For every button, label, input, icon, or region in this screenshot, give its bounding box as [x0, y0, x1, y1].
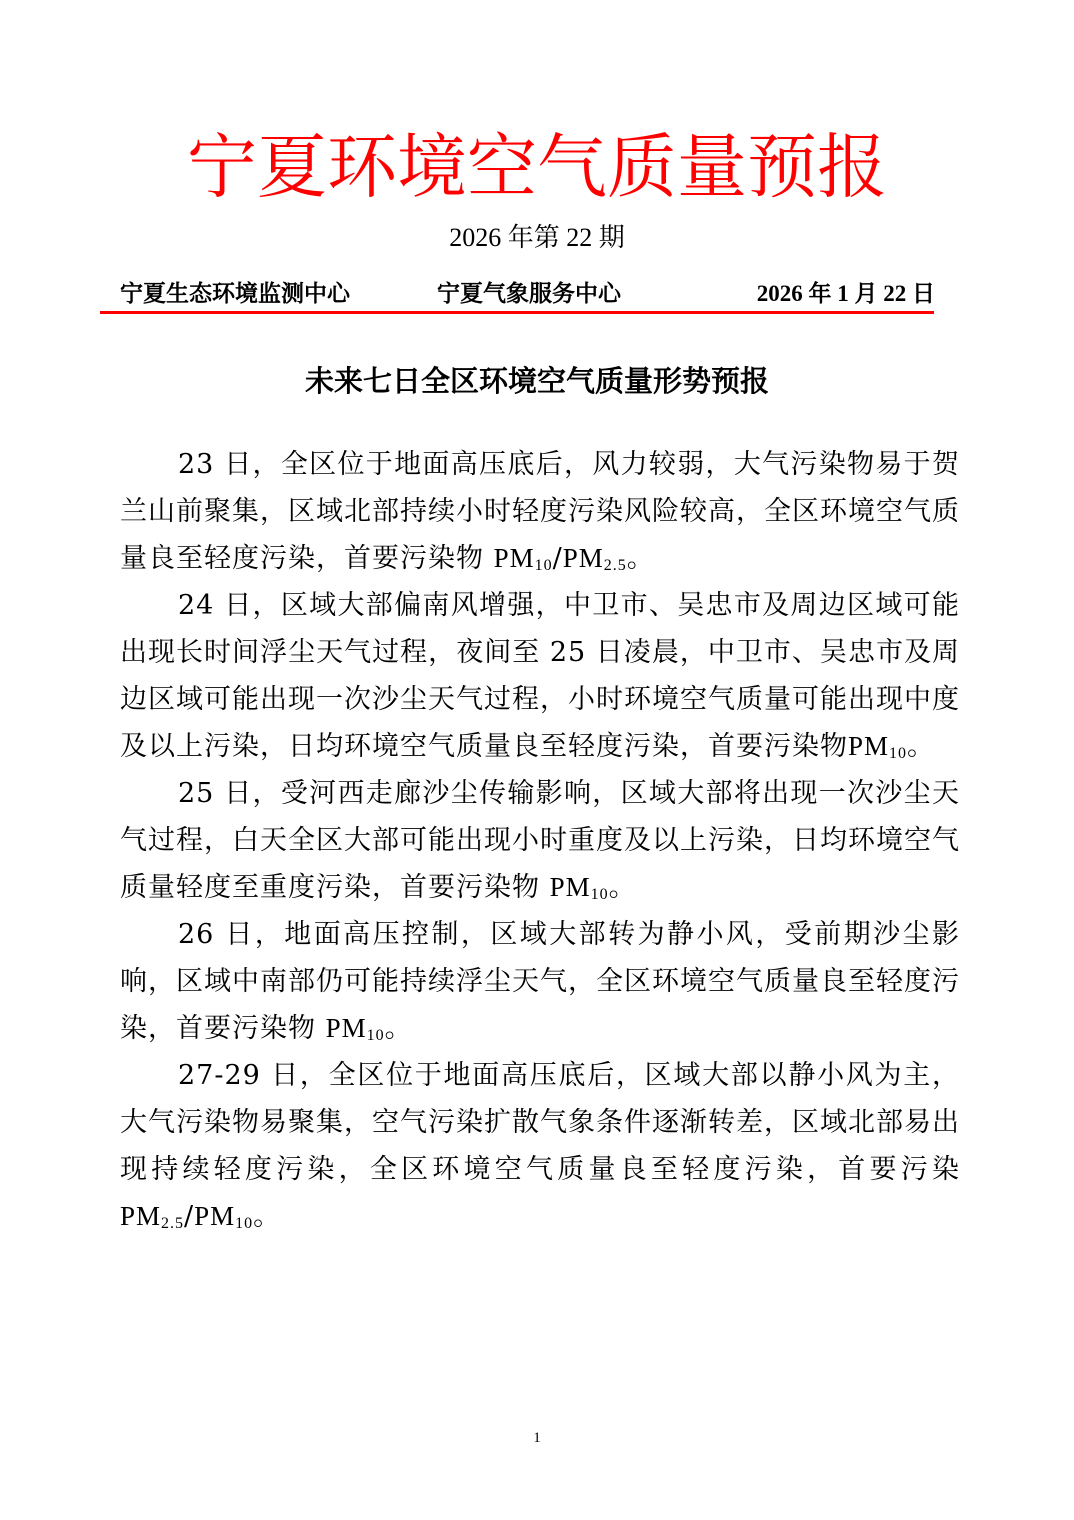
forecast-paragraph-day-27-29	[120, 1052, 960, 1240]
paragraph-text: 27-29 日，全区位于地面高压底后，区域大部以静小风为主，大气污染物易聚集，空气污染扩散气象条件逐渐转差，区域北部易出现持续轻度污染，全区环境空气质量良至轻度污染，首要污染	[120, 1060, 960, 1185]
pollutant-subscript: 10	[590, 886, 609, 903]
paragraph-text: 24 日，区域大部偏南风增强，中卫市、吴忠市及周边区域可能出现长时间浮尘天气过程，夜间至 25 日凌晨，中卫市、吴忠市及周边区域可能出现一次沙尘天气过程，小时环境空气质量可能出现中度及以上污染，日均环境空气质量良至轻度污染，首要污染物	[120, 590, 960, 762]
issue-number: 2026 年第 22 期	[449, 223, 625, 252]
forecast-paragraph-day-23	[120, 441, 960, 582]
header-divider-rule	[100, 311, 934, 314]
pollutant-name: $PM_{10}$	[848, 731, 908, 762]
forecast-paragraph-day-24	[120, 582, 960, 770]
paragraph-text: 26 日，地面高压控制，区域大部转为静小风，受前期沙尘影响，区域中南部仍可能持续浮尘天气，全区环境空气质量良至轻度污染，首要污染物	[120, 919, 960, 1044]
pollutant-subscript: 2.5	[603, 557, 627, 574]
paragraph-text: 23 日，全区位于地面高压底后，风力较弱，大气污染物易于贺兰山前聚集，区域北部持续小时轻度污染风险较高，全区环境空气质量良至轻度污染，首要污染物	[120, 449, 960, 574]
pollutant-name: $PM_{2.5}$	[120, 1201, 185, 1232]
pollutant-separator: /	[552, 543, 563, 574]
pollutant-separator: /	[184, 1201, 195, 1232]
paragraph-end-punctuation: 。	[253, 1201, 282, 1232]
pollutant-name: $PM_{10}$	[194, 1201, 254, 1232]
paragraph-end-punctuation: 。	[626, 543, 655, 574]
publisher-meteorological-service-center: 宁夏气象服务中心	[437, 281, 621, 306]
paragraph-end-punctuation: 。	[384, 1013, 413, 1044]
pollutant-subscript: 10	[889, 745, 908, 762]
masthead-title: 宁夏环境空气质量预报	[187, 126, 887, 208]
section-title: 未来七日全区环境空气质量形势预报	[304, 364, 769, 398]
pollutant-name: $PM_{10}$	[493, 543, 553, 574]
pollutant-name: $PM_{10}$	[549, 872, 609, 903]
forecast-paragraph-day-25	[120, 770, 960, 911]
publish-date: 2026 年 1 月 22 日	[756, 281, 935, 306]
paragraph-end-punctuation: 。	[907, 731, 936, 762]
forecast-body	[120, 441, 960, 1240]
paragraph-end-punctuation: 。	[608, 872, 637, 903]
publisher-ecology-monitoring-center: 宁夏生态环境监测中心	[120, 281, 350, 306]
publisher-header-row	[120, 278, 935, 310]
pollutant-subscript: 10	[366, 1027, 385, 1044]
page-number: 1	[533, 1430, 541, 1446]
forecast-paragraph-day-26	[120, 911, 960, 1052]
paragraph-text: 25 日，受河西走廊沙尘传输影响，区域大部将出现一次沙尘天气过程，白天全区大部可能出现小时重度及以上污染，日均环境空气质量轻度至重度污染，首要污染物	[120, 778, 960, 903]
pollutant-subscript: 10	[534, 557, 553, 574]
pollutant-subscript: 2.5	[161, 1215, 185, 1232]
pollutant-subscript: 10	[235, 1215, 254, 1232]
pollutant-name: $PM_{10}$	[325, 1013, 385, 1044]
pollutant-name: $PM_{2.5}$	[562, 543, 627, 574]
